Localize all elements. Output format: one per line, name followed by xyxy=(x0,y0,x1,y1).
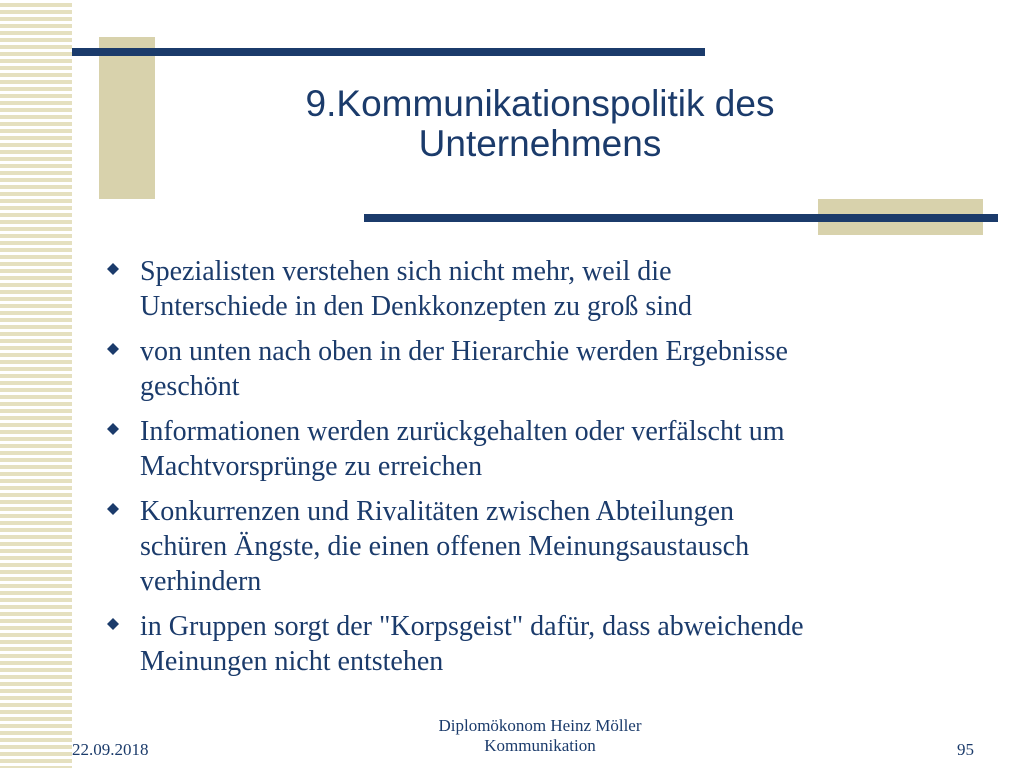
bullet-text-line: verhindern xyxy=(140,566,262,597)
diamond-bullet-icon xyxy=(107,343,119,355)
bullet-item xyxy=(104,334,984,404)
decorative-line-top xyxy=(72,48,705,56)
footer-center xyxy=(380,716,700,756)
footer-topic: Kommunikation xyxy=(484,736,596,755)
striped-left-border xyxy=(0,0,72,768)
footer-date: 22.09.2018 xyxy=(72,740,149,759)
slide-title-line: 9.Kommunikationspolitik des xyxy=(305,83,775,124)
bullet-item xyxy=(104,494,984,599)
bullet-text-line: geschönt xyxy=(140,371,240,402)
diamond-bullet-icon xyxy=(107,263,119,275)
bullet-text-line: Informationen werden zurückgehalten oder verfälscht um xyxy=(140,416,785,447)
bullet-text-line: in Gruppen sorgt der "Korpsgeist" dafür, dass abweichende xyxy=(140,611,804,642)
diamond-bullet-icon xyxy=(107,503,119,515)
bullet-text-line: Spezialisten verstehen sich nicht mehr, weil die xyxy=(140,256,672,287)
bullet-list xyxy=(104,254,984,689)
bullet-text-line: von unten nach oben in der Hierarchie werden Ergebnisse xyxy=(140,336,788,367)
bullet-text-line: Konkurrenzen und Rivalitäten zwischen Abteilungen xyxy=(140,496,735,527)
diamond-bullet-icon xyxy=(107,423,119,435)
bullet-item xyxy=(104,414,984,484)
bullet-item xyxy=(104,609,984,679)
diamond-bullet-icon xyxy=(107,618,119,630)
bullet-text-line: Meinungen nicht entstehen xyxy=(140,646,444,677)
footer-page-number: 95 xyxy=(957,740,974,759)
bullet-item xyxy=(104,254,984,324)
footer-author: Diplomökonom Heinz Möller xyxy=(438,716,642,735)
decorative-box-left xyxy=(99,37,155,199)
bullet-text-line: schüren Ängste, die einen offenen Meinungsaustausch xyxy=(140,531,750,562)
slide-title xyxy=(160,84,920,164)
bullet-text-line: Unterschiede in den Denkkonzepten zu groß sind xyxy=(140,291,693,322)
bullet-text-line: Machtvorsprünge zu erreichen xyxy=(140,451,483,482)
slide-title-line: Unternehmens xyxy=(418,123,662,164)
decorative-line-bottom xyxy=(364,214,998,222)
